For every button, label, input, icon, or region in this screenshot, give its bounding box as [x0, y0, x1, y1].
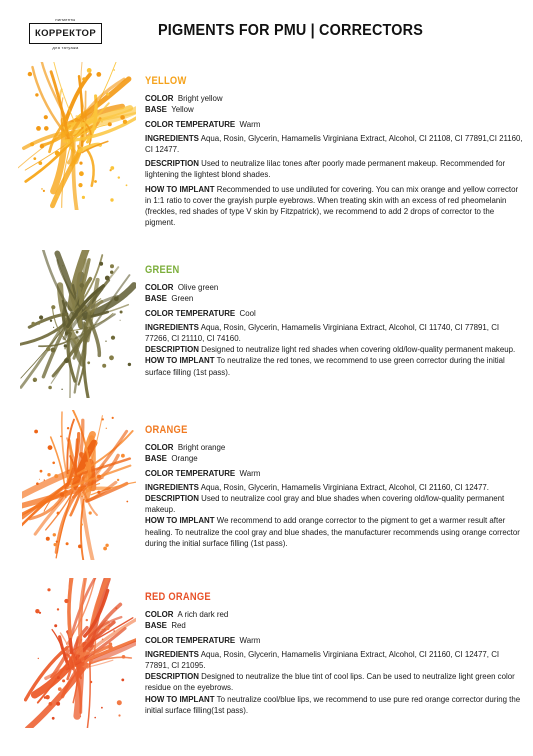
base-label: BASE — [145, 621, 167, 631]
implant-value: We recommend to add orange corrector to the pigment to get a warmer result after healing. To neutralize the cool gray and blue shades, the manufacturer recommends using orange corrector during the initial surface filling (1st pass). — [145, 516, 520, 548]
paint-drop — [118, 176, 120, 178]
paint-drop — [120, 115, 125, 120]
paint-drop — [54, 543, 57, 546]
ingredients-label: INGREDIENTS — [145, 649, 199, 659]
paint-drop — [39, 479, 40, 480]
paint-drop — [40, 144, 44, 148]
paint-drop — [105, 544, 108, 547]
paint-drop — [64, 358, 69, 363]
temperature-value: Warm — [239, 635, 261, 645]
temperature-label: COLOR TEMPERATURE — [145, 119, 236, 129]
base-label: BASE — [145, 454, 167, 464]
implant-label: HOW TO IMPLANT — [145, 184, 215, 194]
paint-drop — [96, 72, 101, 77]
paint-drop — [105, 341, 106, 342]
paint-drop — [35, 93, 38, 96]
paint-drop — [68, 646, 70, 648]
paint-drop — [68, 470, 70, 472]
paint-drop — [89, 450, 91, 452]
paint-drop — [97, 491, 100, 494]
paint-drop — [38, 658, 39, 659]
paint-drop — [44, 126, 49, 131]
paint-drop — [48, 445, 53, 450]
paint-drop — [55, 678, 57, 680]
paint-drop — [78, 183, 82, 187]
paint-drop — [43, 190, 45, 192]
paint-drop — [87, 663, 89, 665]
paint-drop — [79, 171, 84, 176]
implant-value: To neutralize cool/blue lips, we recommend to use pure red orange corrector during the initial surface filling(1st pass). — [145, 694, 521, 715]
paint-drop — [111, 336, 115, 340]
paint-drop — [126, 184, 128, 186]
paint-drop — [64, 599, 68, 603]
section-orange — [145, 425, 525, 549]
paint-drop — [47, 473, 50, 476]
description-label: DESCRIPTION — [145, 494, 199, 504]
paint-drop — [101, 707, 103, 709]
paint-drop — [44, 115, 48, 119]
paint-drop — [57, 608, 59, 610]
description-label: DESCRIPTION — [145, 159, 199, 169]
paint-drop — [87, 361, 90, 364]
paint-stroke — [87, 150, 94, 186]
paint-drop — [102, 639, 104, 641]
paint-drop — [57, 512, 60, 515]
description-value: Designed to neutralize the blue tint of cool lips. Can be used to neutralize light green color residue on the eyebrows. — [145, 672, 515, 693]
color-label: COLOR — [145, 610, 174, 620]
temperature-value: Cool — [239, 308, 256, 318]
paint-drop — [39, 315, 43, 319]
paint-drop — [45, 695, 49, 699]
paint-drop — [60, 436, 62, 438]
paint-drop — [118, 714, 120, 716]
paint-drop — [110, 198, 113, 201]
section-green — [145, 265, 525, 378]
paint-drop — [120, 311, 123, 314]
color-label: COLOR — [145, 443, 174, 453]
section-title: YELLOW — [145, 75, 187, 87]
paint-drop — [48, 386, 52, 390]
section-red-orange — [145, 592, 525, 716]
temperature-value: Warm — [239, 468, 261, 478]
paint-drop — [60, 493, 64, 497]
paint-drop — [123, 120, 127, 124]
paint-drop — [58, 687, 62, 691]
orange-paint-swatch — [22, 410, 136, 560]
temperature-value: Warm — [239, 119, 261, 129]
paint-drop — [113, 630, 114, 631]
base-value: Yellow — [171, 105, 194, 115]
paint-drop — [80, 283, 85, 288]
paint-drop — [38, 322, 41, 325]
paint-drop — [31, 322, 35, 326]
paint-drop — [62, 679, 65, 682]
paint-drop — [51, 348, 56, 353]
paint-drop — [94, 717, 96, 719]
base-value: Green — [171, 294, 194, 304]
logo-caption-bottom: для татуажа — [52, 45, 79, 50]
paint-drop — [38, 161, 42, 165]
paint-drop — [108, 645, 113, 650]
description-value: Used to neutralize lilac tones after poorly made permanent makeup. Recommended for lightening the lightest blond shades. — [145, 159, 506, 180]
ingredients-value: Aqua, Rosin, Glycerin, Hamamelis Virginiana Extract, Alcohol, CI 21160, CI 12477, CI 77891, CI 21095. — [145, 649, 500, 671]
paint-drop — [28, 72, 32, 76]
color-value: Bright orange — [177, 443, 226, 453]
red-orange-paint-swatch — [24, 578, 136, 728]
paint-drop — [56, 702, 60, 706]
paint-drop — [64, 313, 67, 316]
paint-drop — [41, 188, 43, 190]
paint-drop — [82, 196, 85, 199]
paint-drop — [110, 271, 113, 274]
implant-label: HOW TO IMPLANT — [145, 356, 215, 366]
paint-drop — [117, 700, 122, 705]
paint-drop — [87, 68, 92, 73]
paint-drop — [49, 702, 53, 706]
description-value: Used to neutralize cool gray and blue shades when covering old/low-quality permanent makeup. — [145, 494, 505, 515]
paint-drop — [33, 380, 35, 382]
paint-drop — [126, 501, 128, 503]
paint-drop — [102, 418, 104, 420]
logo-caption-top: пигменты — [55, 17, 76, 22]
paint-drop — [53, 533, 56, 536]
paint-drop — [117, 479, 119, 481]
base-value: Orange — [171, 454, 198, 464]
section-title: RED ORANGE — [145, 591, 211, 603]
paint-drop — [106, 93, 109, 96]
base-label: BASE — [145, 105, 167, 115]
paint-drop — [86, 619, 88, 621]
color-value: Olive green — [177, 283, 219, 293]
paint-drop — [40, 470, 43, 473]
paint-drop — [113, 69, 115, 71]
ingredients-value: Aqua, Rosin, Glycerin, Hamamelis Virginiana Extract, Alcohol, CI 21160, CI 12477. — [200, 482, 489, 492]
paint-drop — [70, 147, 73, 150]
color-label: COLOR — [145, 94, 174, 104]
paint-drop — [50, 320, 52, 322]
color-value: A rich dark red — [177, 610, 229, 620]
paint-drop — [56, 541, 58, 543]
paint-drop — [62, 265, 63, 266]
paint-drop — [112, 417, 114, 419]
section-title: GREEN — [145, 264, 180, 276]
temperature-label: COLOR TEMPERATURE — [145, 635, 236, 645]
paint-drop — [99, 262, 103, 266]
paint-drop — [51, 305, 55, 309]
paint-drop — [103, 547, 107, 551]
paint-drop — [54, 474, 58, 478]
color-label: COLOR — [145, 283, 174, 293]
paint-drop — [121, 679, 124, 682]
description-value: Designed to neutralize light red shades when covering old/low-quality permanent makeup. — [201, 345, 516, 355]
paint-drop — [108, 122, 112, 126]
paint-drop — [89, 511, 92, 514]
paint-drop — [102, 629, 104, 631]
description-label: DESCRIPTION — [145, 672, 199, 682]
implant-value: Recommended to use undiluted for covering. You can mix orange and yellow corrector in 1:1 ratio to cover the grayish purple eyebrows. When treating skin with an excess of red pheomelanin (freckles, red shades of type V skin by Fitzpatrick), we recommend to add 2 drops of corrector to the pigment. — [145, 184, 519, 228]
paint-drop — [57, 676, 60, 679]
paint-drop — [83, 351, 84, 352]
paint-drop — [64, 344, 67, 347]
paint-drop — [53, 327, 54, 328]
paint-drop — [110, 264, 114, 268]
paint-drop — [101, 121, 103, 123]
paint-drop — [55, 151, 60, 156]
paint-drop — [105, 626, 109, 630]
paint-drop — [35, 609, 39, 613]
paint-drop — [102, 364, 106, 368]
logo-wordmark: КОРРЕКТОР — [29, 23, 102, 44]
ingredients-value: Aqua, Rosin, Glycerin, Hamamelis Virginiana Extract, Alcohol, CI 11740, CI 77891, CI 77266, CI 21110, CI 74160. — [145, 322, 500, 344]
implant-value: To neutralize the red tones, we recommend to use green corrector during the initial surface filling (1st pass). — [145, 356, 505, 377]
paint-stroke — [84, 662, 90, 728]
brand-logo — [29, 17, 102, 50]
green-paint-swatch — [20, 250, 136, 398]
paint-drop — [121, 454, 125, 458]
color-value: Bright yellow — [177, 94, 223, 104]
base-value: Red — [171, 621, 186, 631]
paint-drop — [52, 717, 55, 720]
paint-drop — [66, 542, 69, 545]
paint-drop — [57, 195, 59, 197]
paint-drop — [78, 545, 82, 549]
paint-drop — [52, 462, 55, 465]
paint-drop — [46, 347, 50, 351]
paint-drop — [54, 624, 57, 627]
paint-drop — [46, 537, 50, 541]
base-label: BASE — [145, 294, 167, 304]
paint-drop — [79, 162, 82, 165]
paint-drop — [109, 355, 114, 360]
paint-drop — [30, 142, 34, 146]
ingredients-label: INGREDIENTS — [145, 133, 199, 143]
paint-drop — [128, 363, 131, 366]
paint-drop — [36, 126, 41, 131]
paint-drop — [105, 276, 110, 281]
paint-drop — [115, 607, 117, 609]
paint-drop — [61, 389, 62, 390]
paint-drop — [67, 427, 69, 429]
implant-label: HOW TO IMPLANT — [145, 694, 215, 704]
ingredients-label: INGREDIENTS — [145, 322, 199, 332]
paint-drop — [65, 331, 68, 334]
paint-drop — [80, 716, 81, 717]
paint-drop — [81, 523, 83, 525]
ingredients-value: Aqua, Rosin, Glycerin, Hamamelis Virginiana Extract, Alcohol, CI 21108, CI 77891,CI 21160, CI 12477. — [145, 133, 523, 155]
temperature-label: COLOR TEMPERATURE — [145, 468, 236, 478]
paint-drop — [110, 166, 114, 170]
paint-drop — [106, 428, 107, 429]
temperature-label: COLOR TEMPERATURE — [145, 308, 236, 318]
paint-drop — [36, 482, 39, 485]
yellow-paint-swatch — [18, 62, 136, 210]
paint-drop — [114, 296, 119, 301]
page-title: PIGMENTS FOR PMU | CORRECTORS — [158, 22, 424, 39]
paint-drop — [82, 77, 86, 81]
paint-drop — [90, 681, 92, 683]
paint-drop — [47, 588, 50, 591]
paint-drop — [76, 331, 79, 334]
paint-drop — [44, 479, 45, 480]
ingredients-label: INGREDIENTS — [145, 482, 199, 492]
paint-drop — [94, 180, 97, 183]
implant-label: HOW TO IMPLANT — [145, 516, 215, 526]
section-title: ORANGE — [145, 424, 188, 436]
description-label: DESCRIPTION — [145, 345, 199, 355]
paint-drop — [64, 348, 65, 349]
paint-drop — [97, 475, 101, 479]
paint-drop — [34, 430, 38, 434]
paint-drop — [77, 93, 78, 94]
section-yellow — [145, 76, 525, 228]
paint-drop — [122, 655, 126, 659]
paint-drop — [120, 320, 121, 321]
paint-drop — [33, 157, 36, 160]
